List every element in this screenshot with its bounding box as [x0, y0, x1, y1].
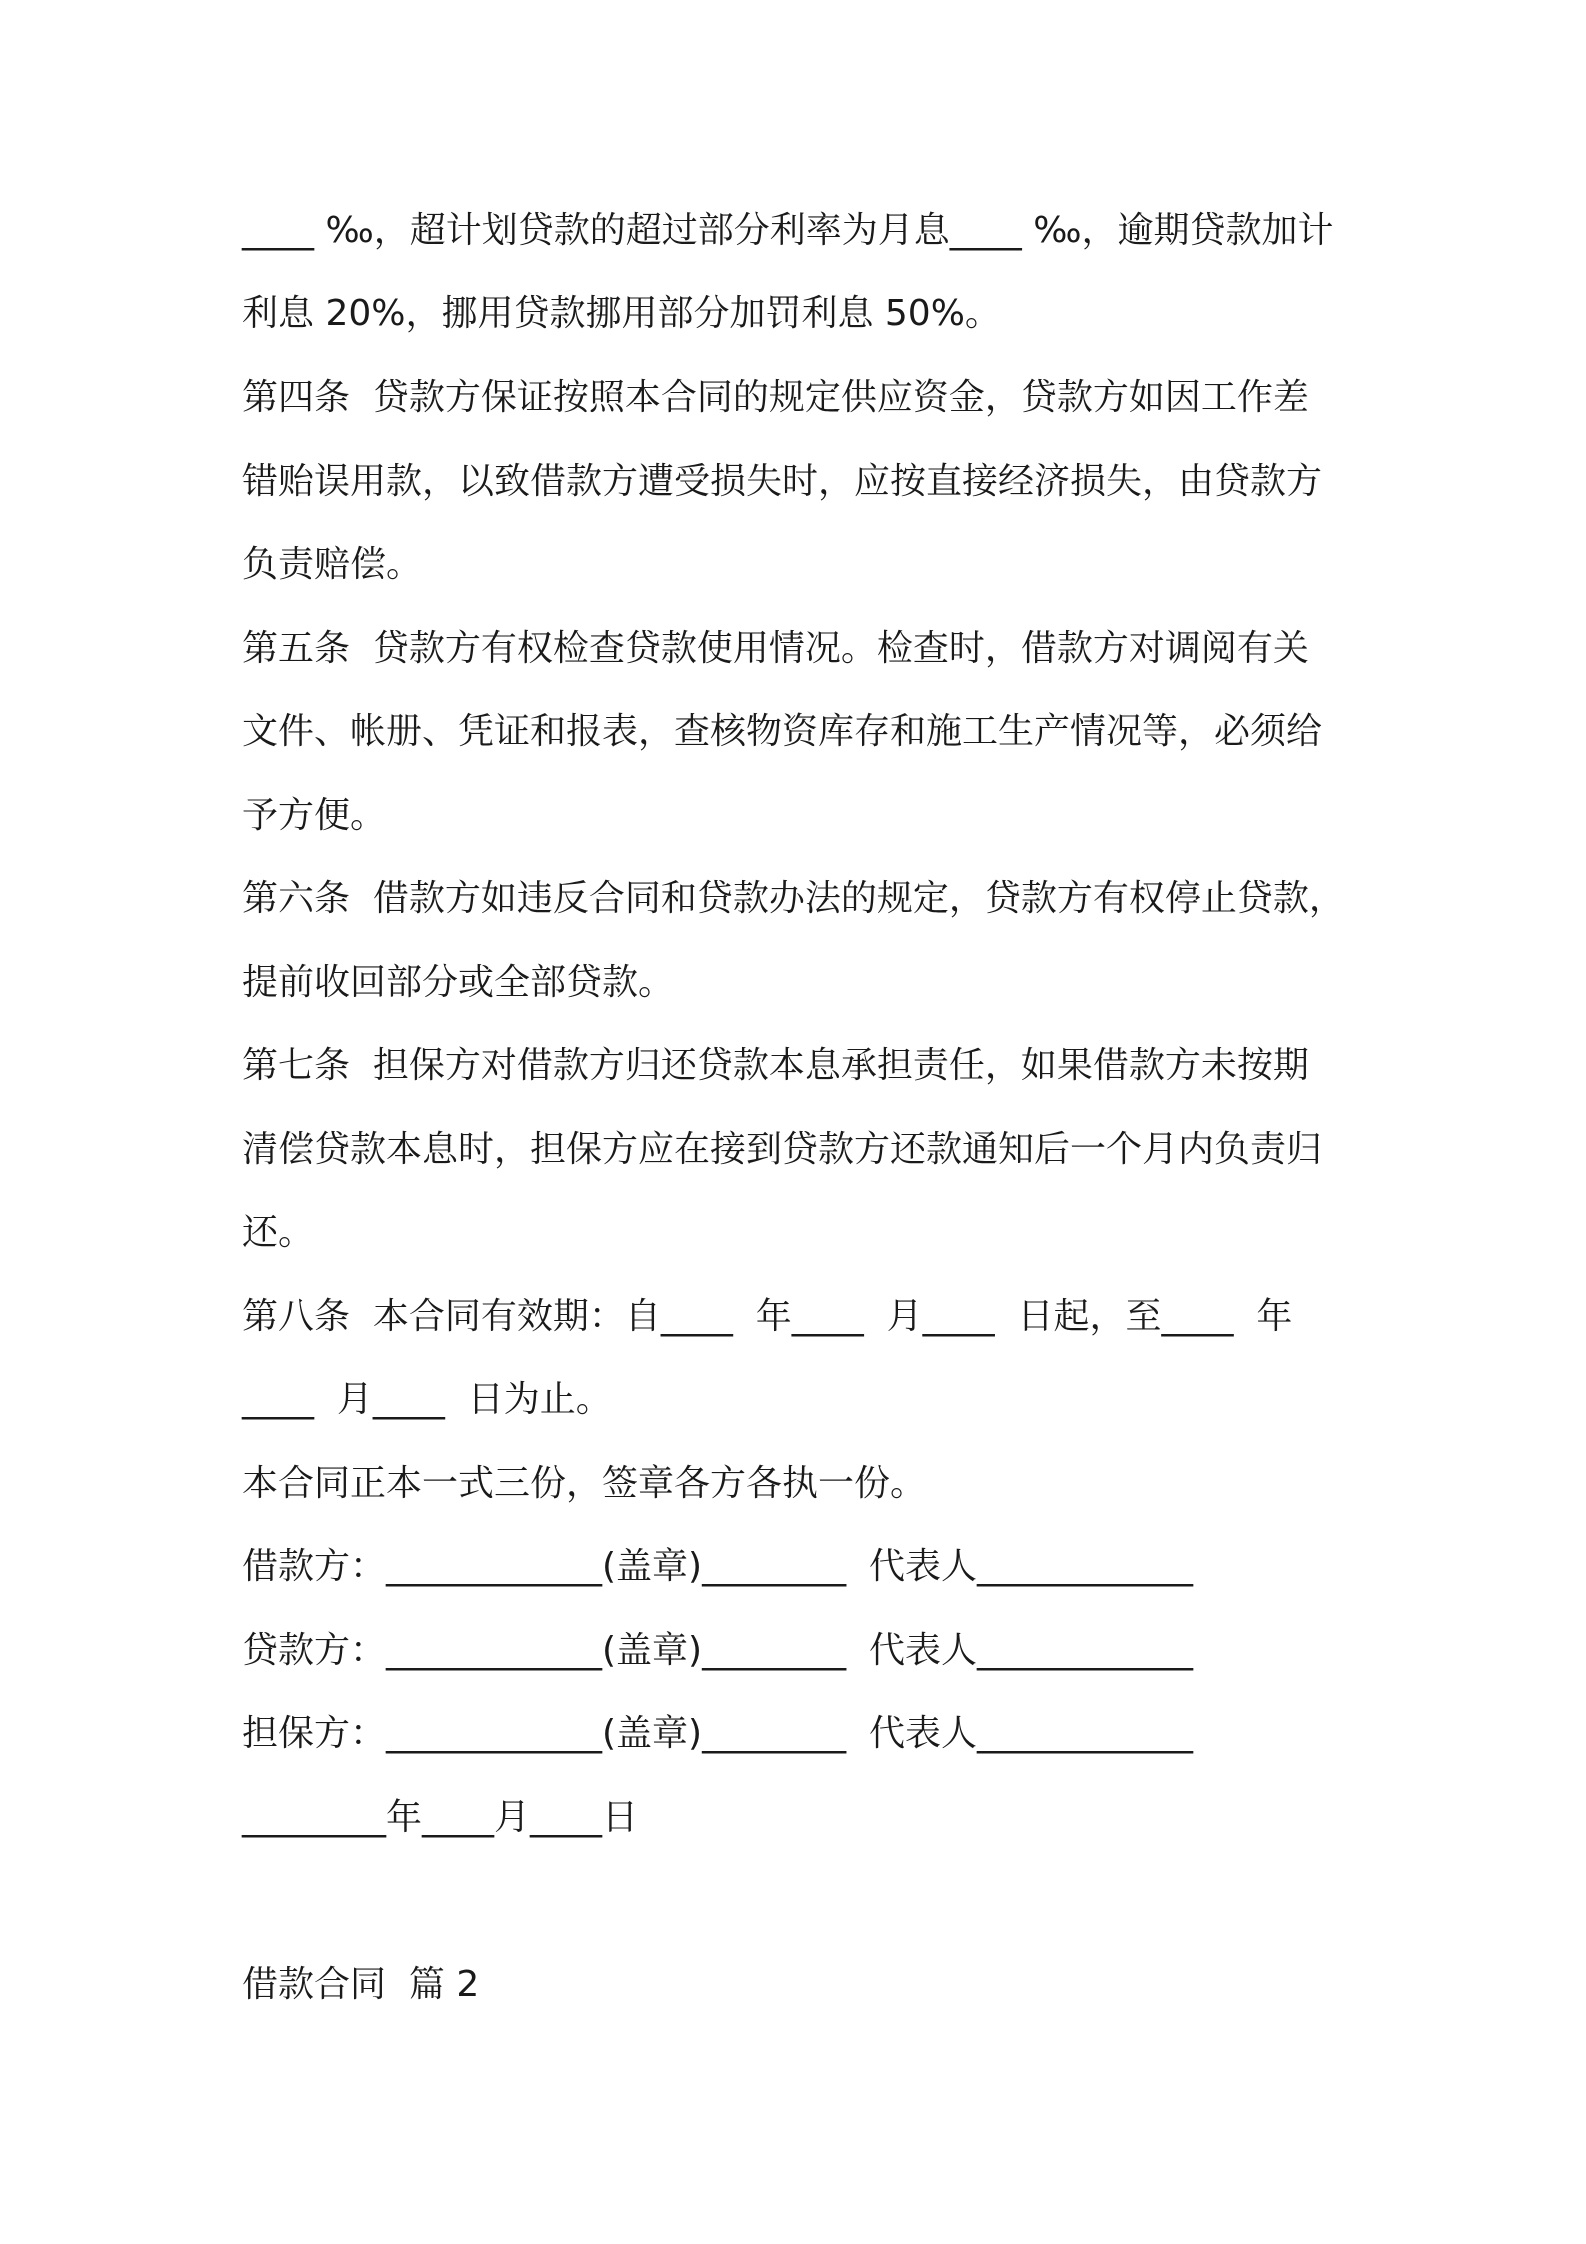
article-6-line: 第六条 借款方如违反合同和贷款办法的规定，贷款方有权停止贷款， [242, 878, 1345, 919]
article-7-line: 第七条 担保方对借款方归还贷款本息承担责任，如果借款方未按期 [242, 1045, 1309, 1086]
text-line: ____ 月____ 日为止。 [242, 1379, 612, 1420]
text-line: 负责赔偿。 [242, 544, 423, 585]
borrower-signature-line: 借款方：____________(盖章)________ 代表人____________ [242, 1546, 1193, 1587]
section-heading: 借款合同 篇 2 [242, 1964, 480, 2005]
text-line: 错贻误用款，以致借款方遭受损失时，应按直接经济损失，由贷款方 [242, 461, 1323, 502]
article-4-line: 第四条 贷款方保证按照本合同的规定供应资金，贷款方如因工作差 [242, 377, 1309, 418]
lender-signature-line: 贷款方：____________(盖章)________ 代表人____________ [242, 1630, 1193, 1671]
date-line: ________年____月____日 [242, 1797, 638, 1838]
article-5-line: 第五条 贷款方有权检查贷款使用情况。检查时，借款方对调阅有关 [242, 628, 1309, 669]
text-line: 文件、帐册、凭证和报表，查核物资库存和施工生产情况等，必须给 [242, 711, 1323, 752]
guarantor-signature-line: 担保方：____________(盖章)________ 代表人____________ [242, 1713, 1193, 1754]
text-line: 提前收回部分或全部贷款。 [242, 962, 675, 1003]
text-line: ____ ‰，超计划贷款的超过部分利率为月息____ ‰，逾期贷款加计 [242, 210, 1334, 251]
article-8-line: 第八条 本合同有效期：自____ 年____ 月____ 日起，至____ 年 [242, 1296, 1293, 1337]
text-line: 利息 20%，挪用贷款挪用部分加罚利息 50%。 [242, 293, 1001, 334]
text-line: 清偿贷款本息时，担保方应在接到贷款方还款通知后一个月内负责归 [242, 1129, 1323, 1170]
copies-line: 本合同正本一式三份，签章各方各执一份。 [242, 1463, 927, 1504]
text-line: 还。 [242, 1212, 315, 1253]
text-line: 予方便。 [242, 795, 387, 836]
